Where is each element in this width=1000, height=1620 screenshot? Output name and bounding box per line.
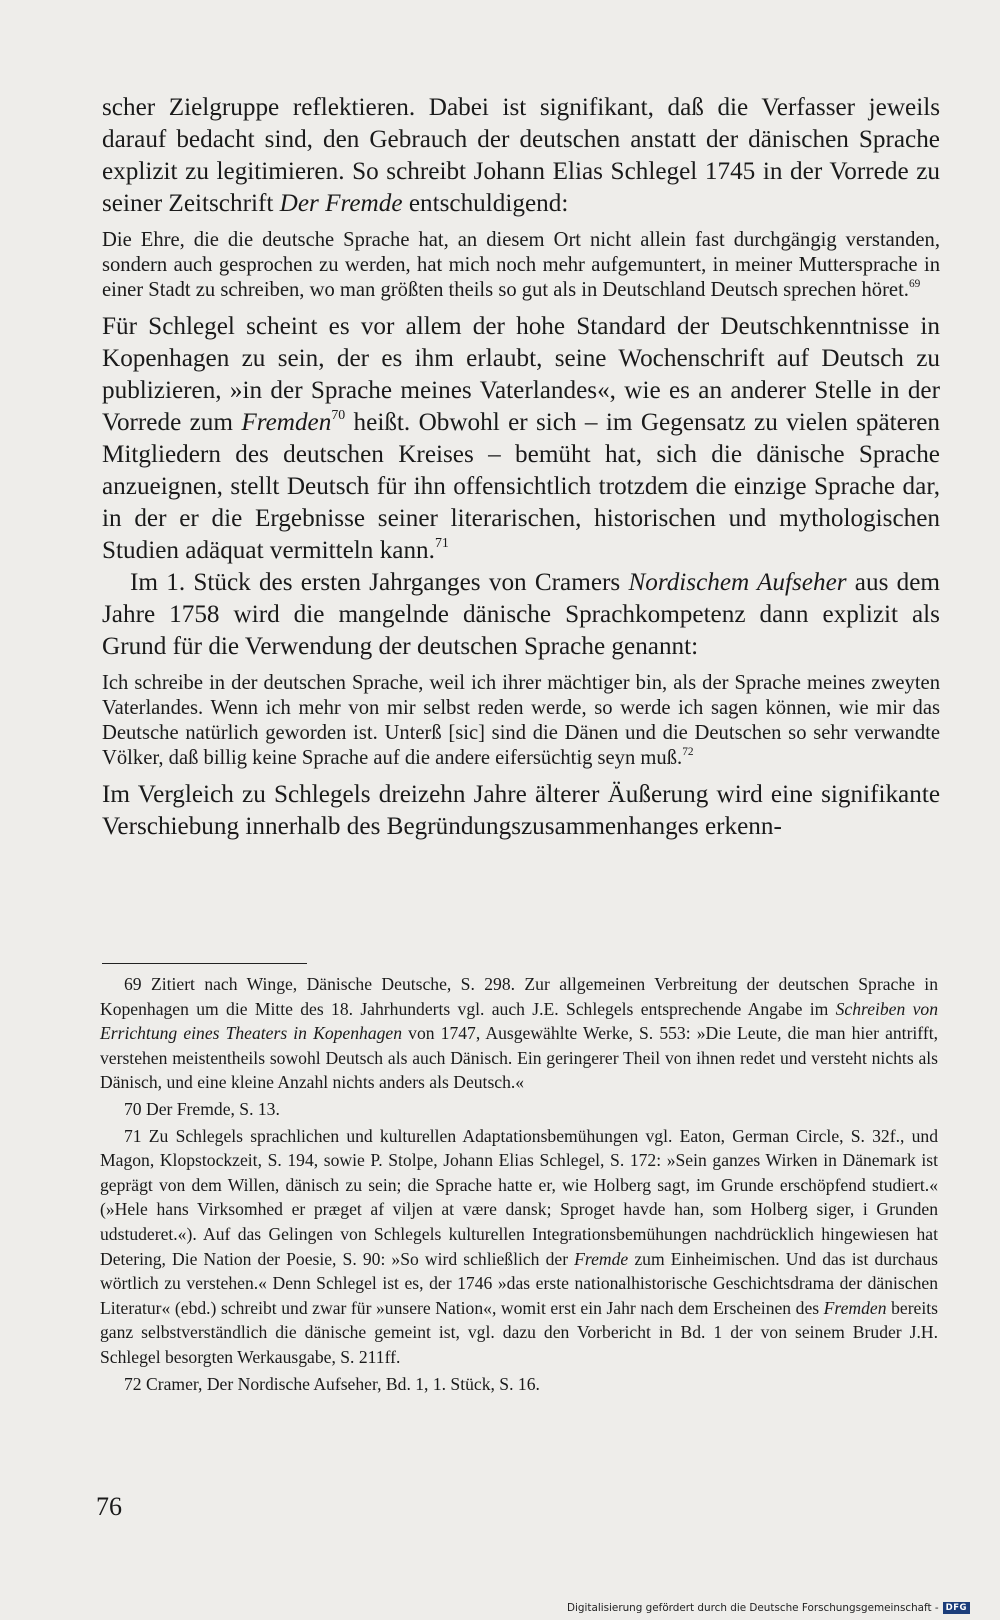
footnote-72: 72 Cramer, Der Nordische Aufseher, Bd. 1, 1. Stück, S. 16. xyxy=(124,1373,540,1394)
footnote-ref: 71 xyxy=(434,534,449,550)
paragraph: scher Zielgruppe reflektieren. Dabei ist signifikant, daß die Verfasser jeweils darauf bedacht sind, den Gebrauch der deutschen anstatt der dänischen Sprache explizit zu legitimieren. So schreibt Johann Elias Schlegel 1745 in der Vorrede zu seiner Zeitschrift Der Fremde entschuldigend: xyxy=(102,94,940,217)
paragraph: Für Schlegel scheint es vor allem der hohe Standard der Deutschkenntnisse in Kopenhagen zu sein, der es ihm erlaubt, seine Wochenschrift auf Deutsch zu publizieren, »in der Sprache meines Vaterlandes«, wie es an anderer Stelle in der Vorrede zum Fremden$^{70}$ heißt. Obwohl er sich – im Gegensatz zu vielen späteren Mitgliedern des deutschen Kreises – bemüht hat, sich die dänische Sprache anzueignen, stellt Deutsch für ihn offensichtlich trotzdem die einzige Sprache dar, in der er die Ergebnisse seiner literarischen, historischen und mythologischen Studien adäquat vermitteln kann.$^{71}$ xyxy=(102,313,940,564)
footnote-ref: 70 xyxy=(331,406,346,422)
paragraph: Im Vergleich zu Schlegels dreizehn Jahre älterer Äußerung wird eine signifikante Verschiebung innerhalb des Begründungszusammenhanges erkenn- xyxy=(102,781,940,840)
dfg-logo-icon: DFG xyxy=(943,1602,970,1614)
footnote-ref: 69 xyxy=(908,277,921,290)
work-title: Nordischem Aufseher xyxy=(628,569,847,596)
page-number: 76 xyxy=(96,1492,122,1521)
footnote-rule xyxy=(102,963,307,964)
digitization-credit: Digitalisierung gefördert durch die Deutsche Forschungsgemeinschaft - DFG xyxy=(567,1602,970,1614)
footnotes xyxy=(100,972,938,1398)
paragraph: Im 1. Stück des ersten Jahrganges von Cramers Nordischem Aufseher aus dem Jahre 1758 wird die mangelnde dänische Sprachkompetenz dann explizit als Grund für die Verwendung der deutschen Sprache genannt: xyxy=(102,569,940,660)
block-quote: Die Ehre, die die deutsche Sprache hat, an diesem Ort nicht allein fast durchgängig verstanden, sondern auch gesprochen zu werden, hat mich noch mehr aufgemuntert, in meiner Muttersprache in einer Stadt zu schreiben, wo man größten theils so gut als in Deutschland Deutsch sprechen höret.$^{69}$ xyxy=(102,229,940,301)
work-title: Fremden xyxy=(241,409,332,436)
footnote-ref: 72 xyxy=(682,745,694,758)
footnote-70: 70 Der Fremde, S. 13. xyxy=(124,1098,280,1119)
footnote-69: 69 Zitiert nach Winge, Dänische Deutsche, S. 298. Zur allgemeinen Verbreitung der deutschen Sprache in Kopenhagen um die Mitte des 18. Jahrhunderts vgl. auch J.E. Schlegels entsprechende Angabe im Schreiben von Errichtung eines Theaters in Kopenhagen von 1747, Ausgewählte Werke, S. 553: »Die Leute, die man hier antrifft, verstehen meistentheils sowohl Deutsch als auch Dänisch. Ein geringerer Theil von ihnen redet und versteht nichts als Dänisch, und eine kleine Anzahl nichts anders als Deutsch.« xyxy=(100,974,939,1093)
footnote-71: 71 Zu Schlegels sprachlichen und kulturellen Adaptationsbemühungen vgl. Eaton, German Circle, S. 32f., und Magon, Klopstockzeit, S. 194, sowie P. Stolpe, Johann Elias Schlegel, S. 172: »Sein ganzes Wirken in Dänemark ist geprägt von dem Willen, dänisch zu sein; die Sprache hatte er, wie Holberg sagt, im Grunde erschöpfend studiert.« (»Hele hans Virksomhed er præget af viljen at være dansk; Sproget havde han, som Holberg siger, i Grunden udstuderet.«). Auf das Gelingen von Schlegels kulturellen Integrationsbemühungen nachdrücklich hingewiesen hat Detering, Die Nation der Poesie, S. 90: »So wird schließlich der Fremde zum Einheimischen. Und das ist durchaus wörtlich zu verstehen.« Denn Schlegel ist es, der 1746 »das erste nationalhistorische Geschichtsdrama der dänischen Literatur« (ebd.) schreibt und zwar für »unsere Nation«, womit erst ein Jahr nach dem Erscheinen des Fremden bereits ganz selbstverständlich die dänische gemeint ist, vgl. dazu den Vorbericht in Bd. 1 der von seinem Bruder J.H. Schlegel besorgten Werkausgabe, S. 211ff. xyxy=(100,1125,938,1367)
block-quote: Ich schreibe in der deutschen Sprache, weil ich ihrer mächtiger bin, als der Sprache meines zweyten Vaterlandes. Wenn ich mehr von mir selbst reden werde, so werde ich sagen können, wie mir das Deutsche natürlich geworden ist. Unterß [sic] sind die Dänen und die Deutschen so sehr verwandte Völker, daß billig keine Sprache auf die andere eifersüchtig seyn muß.$^{72}$ xyxy=(102,672,940,769)
main-text xyxy=(102,92,940,843)
work-title: Der Fremde xyxy=(279,190,403,217)
